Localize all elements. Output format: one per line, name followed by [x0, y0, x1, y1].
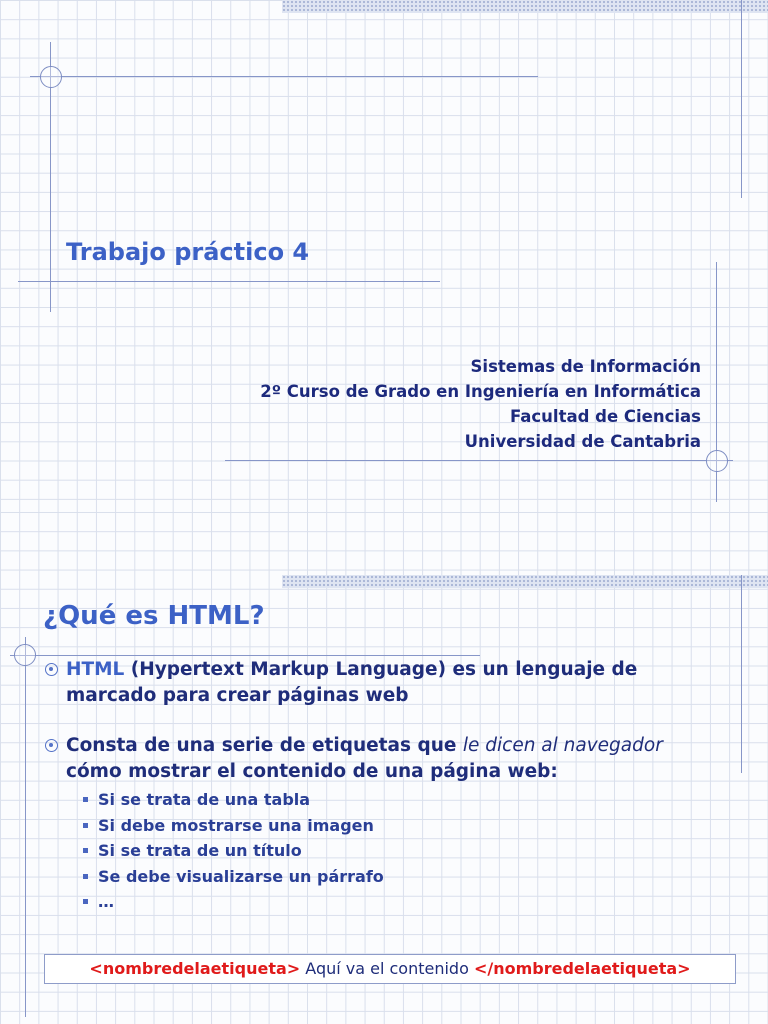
university-line: Universidad de Cantabria — [464, 432, 701, 451]
guide-line — [30, 76, 538, 77]
guide-line — [18, 281, 440, 282]
bullet-text: cómo mostrar el contenido de una página web: — [66, 761, 558, 782]
circle-bullet-icon — [45, 663, 58, 676]
crosshair-icon — [706, 450, 728, 472]
subject-line: Sistemas de Información — [470, 357, 701, 376]
bullet-list — [45, 657, 745, 915]
square-bullet-icon — [83, 848, 88, 853]
dotted-band — [282, 575, 768, 588]
guide-line — [25, 637, 26, 1017]
bullet-html-definition — [45, 657, 745, 709]
dotted-band — [282, 0, 768, 13]
course-line: 2º Curso de Grado en Ingeniería en Informática — [260, 382, 701, 401]
list-item-text: … — [98, 892, 114, 911]
tag-syntax-example — [44, 954, 736, 984]
list-item — [66, 787, 745, 813]
list-item-text: Si se trata de un título — [98, 841, 302, 860]
list-item-text: Si debe mostrarse una imagen — [98, 815, 374, 835]
content-slide — [0, 512, 768, 1024]
guide-line — [741, 0, 742, 198]
square-bullet-icon — [83, 797, 88, 802]
list-item — [66, 889, 745, 915]
crosshair-icon — [40, 66, 62, 88]
faculty-line: Facultad de Ciencias — [509, 407, 701, 426]
course-info — [260, 354, 701, 454]
open-tag: <nombredelaetiqueta> — [89, 959, 301, 978]
close-tag: </nombredelaetiqueta> — [473, 959, 691, 978]
list-item-text: Si se trata de una tabla — [98, 790, 311, 809]
sub-bullet-list — [66, 787, 745, 915]
slide-title: ¿Qué es HTML? — [43, 601, 265, 631]
slide-title: Trabajo práctico 4 — [66, 238, 310, 266]
bullet-text: (Hypertext Markup Language) es un lenguaje de — [124, 659, 638, 680]
tag-content: Aquí va el contenido — [300, 959, 474, 978]
guide-line — [10, 655, 480, 656]
guide-line — [225, 460, 733, 461]
list-item — [66, 838, 745, 864]
list-item-text: Se debe visualizarse un párrafo — [98, 866, 384, 886]
html-term: HTML — [66, 659, 125, 680]
italic-phrase: le dicen al navegador — [462, 735, 663, 756]
square-bullet-icon — [83, 823, 88, 828]
bullet-text: Consta de una serie de etiquetas que — [66, 735, 463, 756]
list-item — [66, 864, 745, 890]
crosshair-icon — [14, 644, 36, 666]
bullet-tags-description — [45, 733, 745, 915]
circle-bullet-icon — [45, 739, 58, 752]
list-item — [66, 813, 745, 839]
square-bullet-icon — [83, 899, 88, 904]
square-bullet-icon — [83, 874, 88, 879]
bullet-text: marcado para crear páginas web — [66, 685, 409, 706]
